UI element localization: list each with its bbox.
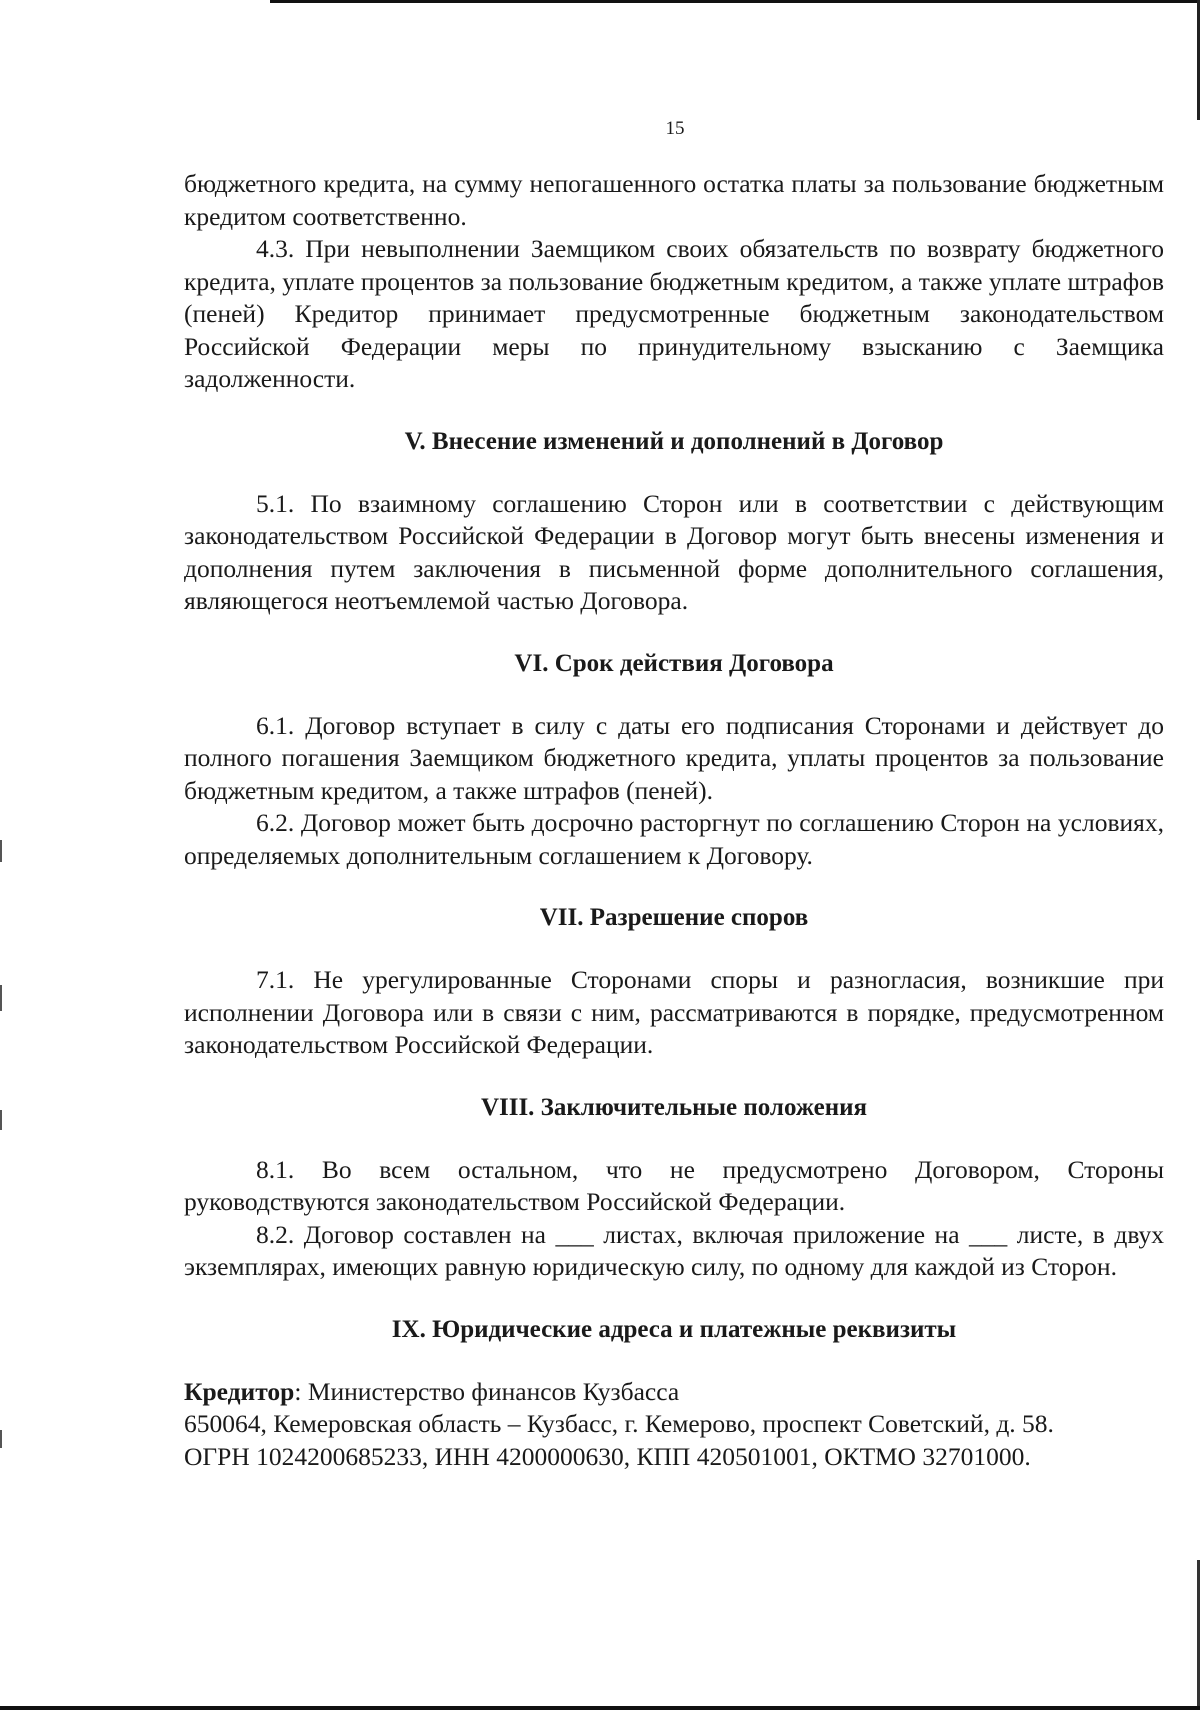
section-6-heading: VI. Срок действия Договора bbox=[514, 649, 834, 677]
scan-mark bbox=[0, 1110, 2, 1130]
scan-mark bbox=[0, 840, 2, 862]
creditor-name: : Министерство финансов Кузбасса bbox=[294, 1376, 680, 1406]
paragraph-7-1: 7.1. Не урегулированные Сторонами споры и разногласия, возникшие при исполнении Договора или в связи с ним, рассматриваются в порядке, предусмотренном законодательством Российской Федерации. bbox=[184, 965, 1164, 1059]
paragraph-4-2-continued: бюджетного кредита, на сумму непогашенного остатка платы за пользование бюджетным кредитом соответственно. bbox=[184, 169, 1164, 231]
scan-mark bbox=[0, 1430, 2, 1448]
page-number: 15 bbox=[665, 118, 685, 139]
section-5-heading: V. Внесение изменений и дополнений в Договор bbox=[404, 427, 944, 455]
document-body bbox=[184, 168, 1164, 1473]
scan-mark bbox=[0, 985, 2, 1011]
paragraph-8-1: 8.1. Во всем остальном, что не предусмотрено Договором, Стороны руководствуются законодательством Российской Федерации. bbox=[184, 1154, 1164, 1216]
section-9-heading: IX. Юридические адреса и платежные реквизиты bbox=[391, 1315, 957, 1343]
creditor-line bbox=[184, 1376, 1164, 1409]
section-8-heading: VIII. Заключительные положения bbox=[480, 1093, 868, 1121]
scan-edge-top bbox=[270, 0, 1200, 3]
paragraph-5-1: 5.1. По взаимному соглашению Сторон или в соответствии с действующим законодательством Российской Федерации в Договор могут быть внесены изменения и дополнения путем заключения в письменной форме дополнительного соглашения, являющегося неотъемлемой частью Договора. bbox=[184, 488, 1164, 615]
paragraph-4-3: 4.3. При невыполнении Заемщиком своих обязательств по возврату бюджетного кредита, уплате процентов за пользование бюджетным кредитом, а также уплате штрафов (пеней) Кредитор принимает предусмотренные бюджетным законодательством Российской Федерации меры по принудительному взысканию с Заемщика задолженности. bbox=[184, 234, 1164, 393]
section-7-heading: VII. Разрешение споров bbox=[539, 904, 809, 931]
creditor-requisites bbox=[184, 1376, 1164, 1474]
scan-edge-bottom bbox=[0, 1706, 1200, 1710]
paragraph-8-2: 8.2. Договор составлен на ___ листах, включая приложение на ___ листе, в двух экземплярах, имеющих равную юридическую силу, по одному для каждой из Сторон. bbox=[184, 1219, 1164, 1281]
creditor-bank-details: ОГРН 1024200685233, ИНН 4200000630, КПП 420501001, ОКТМО 32701000. bbox=[184, 1441, 1031, 1471]
paragraph-6-1: 6.1. Договор вступает в силу с даты его подписания Сторонами и действует до полного погашения Заемщиком бюджетного кредита, уплаты процентов за пользование бюджетным кредитом, а также штрафов (пеней). bbox=[184, 710, 1164, 805]
creditor-label: Кредитор bbox=[184, 1376, 295, 1406]
creditor-address: 650064, Кемеровская область – Кузбасс, г. Кемерово, проспект Советский, д. 58. bbox=[184, 1409, 1054, 1438]
paragraph-6-2: 6.2. Договор может быть досрочно расторгнут по соглашению Сторон на условиях, определяемых дополнительным соглашением к Договору. bbox=[184, 808, 1164, 870]
